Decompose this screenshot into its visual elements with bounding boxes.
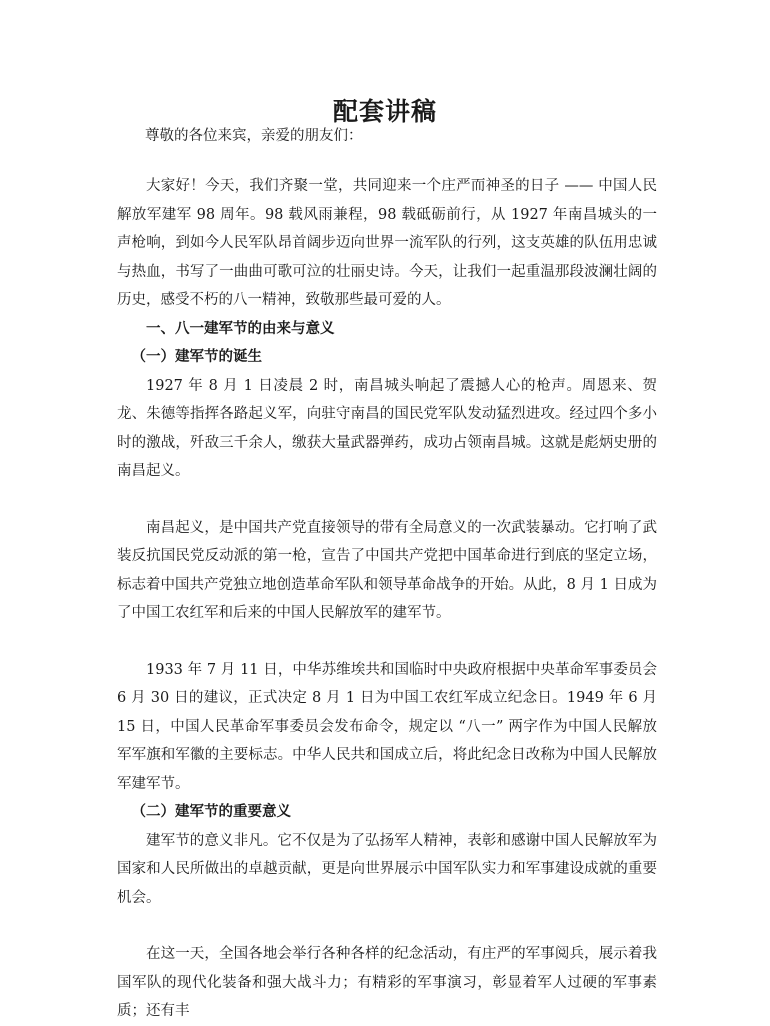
greeting: 尊敬的各位来宾，亲爱的朋友们： (145, 128, 363, 144)
paragraph: 南昌起义，是中国共产党直接领导的带有全局意义的一次武装暴动。它打响了武装反抗国民党反动派的第一枪，宣告了中国共产党把中国革命进行到底的坚定立场，标志着中国共产党独立地创造革命军队和领导革命战争的开始。从此，8 月 1 日成为了中国工农红军和后来的中国人民解放军的建军节。 (117, 519, 657, 621)
paragraph: 建军节的意义非凡。它不仅是为了弘扬军人精神，表彰和感谢中国人民解放军为国家和人民所做出的卓越贡献，更是向世界展示中国军队实力和军事建设成就的重要机会。 (117, 832, 657, 906)
intro-paragraph: 大家好！今天，我们齐聚一堂，共同迎来一个庄严而神圣的日子 —— 中国人民解放军建军 98 周年。98 载风雨兼程，98 载砥砺前行，从 1927 年南昌城头的一声枪响，到如今人民军队昂首阔步迈向世界一流军队的行列，这支英雄的队伍用忠诚与热血，书写了一曲曲可歌可泣的壮丽史诗。今天，让我们一起重温那段波澜壮阔的历史，感受不朽的八一精神，致敬那些最可爱的人。 (117, 178, 657, 308)
subsection-heading: （一）建军节的诞生 (131, 348, 262, 365)
paragraph: 1927 年 8 月 1 日凌晨 2 时，南昌城头响起了震撼人心的枪声。周恩来、贺龙、朱德等指挥各路起义军，向驻守南昌的国民党军队发动猛烈进攻。经过四个多小时的激战，歼敌三千余人，缴获大量武器弹药，成功占领南昌城。这就是彪炳史册的南昌起义。 (117, 377, 657, 479)
document-body (117, 172, 657, 1026)
paragraph: 在这一天，全国各地会举行各种各样的纪念活动，有庄严的军事阅兵，展示着我国军队的现代化装备和强大战斗力；有精彩的军事演习，彰显着军人过硬的军事素质；还有丰 (117, 946, 657, 1019)
page-title: 配套讲稿 (332, 97, 437, 126)
subsection-heading: （二）建军节的重要意义 (131, 803, 291, 820)
paragraph: 1933 年 7 月 11 日，中华苏维埃共和国临时中央政府根据中央革命军事委员会 6 月 30 日的建议，正式决定 8 月 1 日为中国工农红军成立纪念日。1949 年 6 月 15 日，中国人民革命军事委员会发布命令，规定以 “八一” 两字作为中国人民解放军军旗和军徽的主要标志。中华人民共和国成立后，将此纪念日改称为中国人民解放军建军节。 (117, 661, 657, 792)
section-heading: 一、八一建军节的由来与意义 (146, 319, 335, 337)
